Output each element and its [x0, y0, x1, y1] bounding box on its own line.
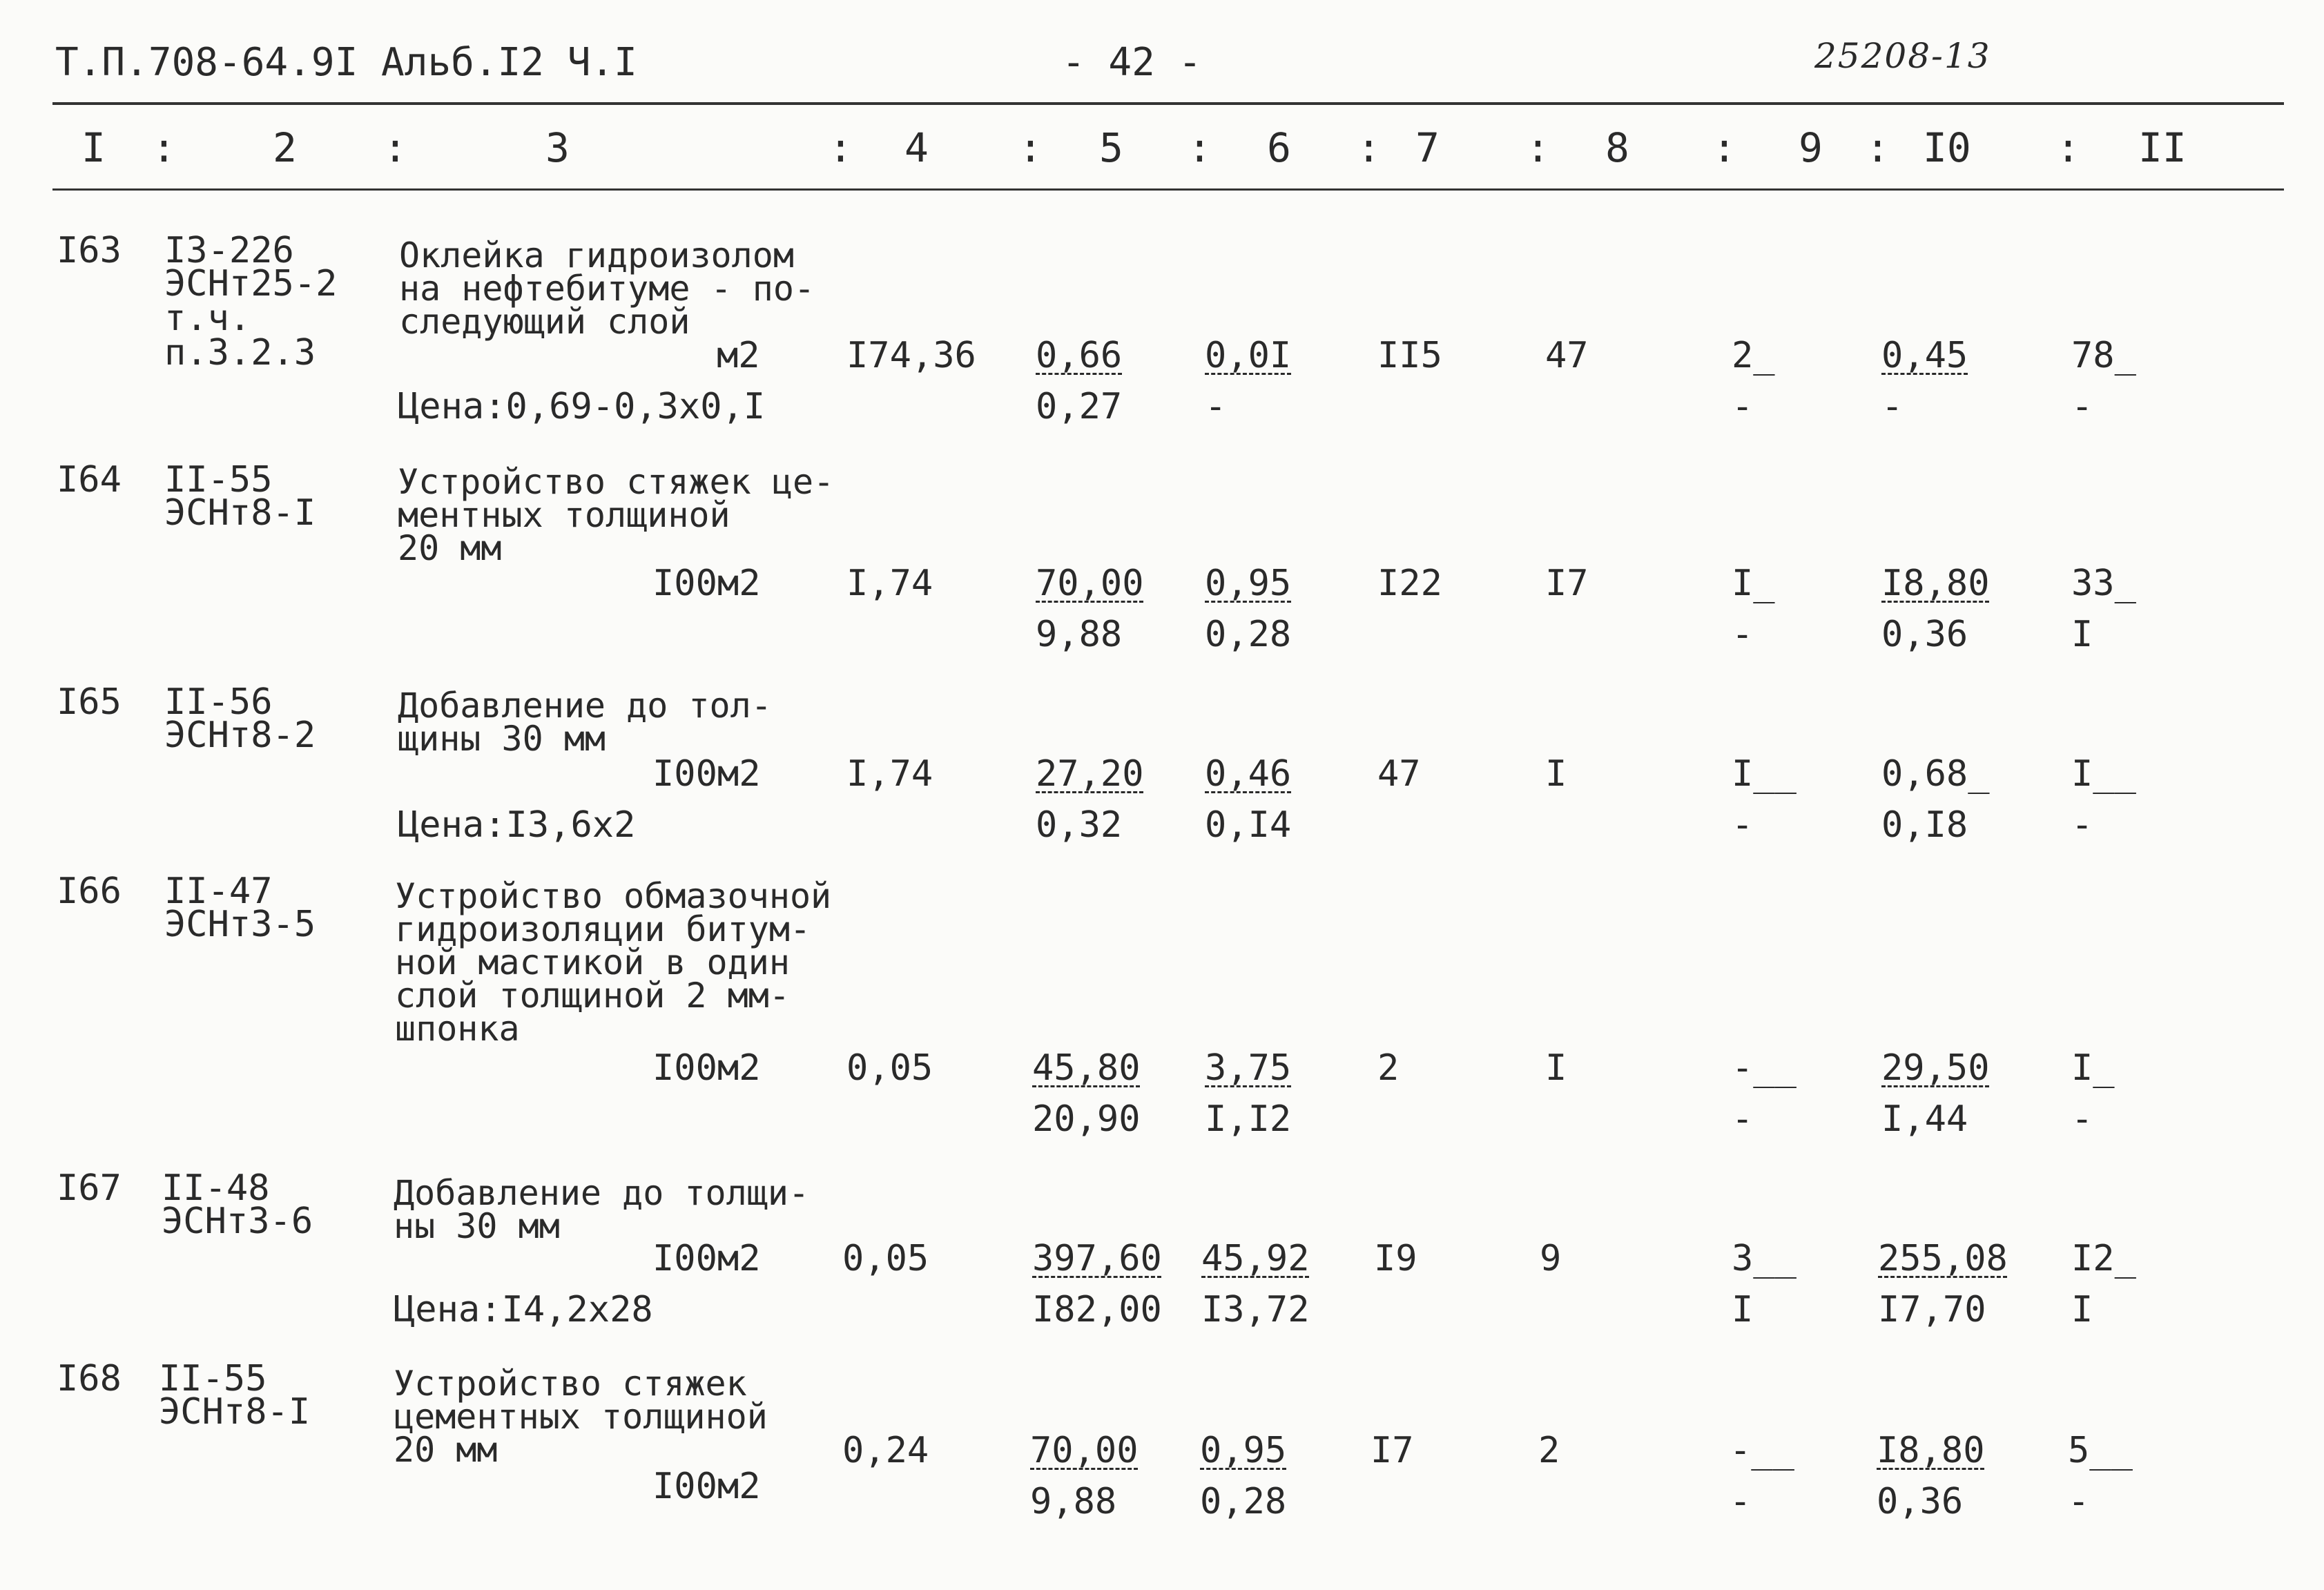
norm-code: II-47	[164, 871, 273, 912]
col9-bottom: -	[1732, 614, 1754, 655]
col5-bottom: 0,27	[1036, 386, 1123, 427]
row-number: I65	[57, 681, 122, 723]
unit: I00м2	[652, 1238, 761, 1279]
norm-code: II-55	[159, 1358, 267, 1399]
col5-top: 0,66	[1036, 335, 1123, 376]
col10-bottom: 0,I8	[1881, 804, 1968, 846]
col-separator: :	[829, 124, 853, 171]
work-description: Устройство обмазочной	[395, 876, 832, 916]
header-top-rule	[52, 102, 2284, 105]
col6-bottom: 0,28	[1205, 614, 1292, 655]
col5-bottom: I82,00	[1032, 1289, 1162, 1330]
col8: I	[1545, 753, 1567, 795]
col9-bottom: -	[1730, 1481, 1752, 1522]
col-header-2: 2	[273, 124, 297, 171]
col5-top: 70,00	[1036, 563, 1144, 604]
col6-top: 0,95	[1205, 563, 1292, 604]
col6-bottom: 0,I4	[1205, 804, 1292, 846]
col10-top: I8,80	[1877, 1430, 1985, 1471]
col6-top: 0,46	[1205, 753, 1292, 795]
col-header-7: 7	[1415, 124, 1440, 171]
col-header-9: 9	[1799, 124, 1823, 171]
page-number: - 42 -	[1062, 40, 1202, 85]
col10-top: 29,50	[1881, 1047, 1990, 1089]
col5-bottom: 20,90	[1032, 1098, 1141, 1140]
col10-top: I8,80	[1881, 563, 1990, 604]
col8: I	[1545, 1047, 1567, 1089]
work-description: Устройство стяжек	[394, 1364, 747, 1404]
col6-top: 45,92	[1201, 1238, 1310, 1279]
quantity: 0,05	[842, 1238, 929, 1279]
header-bottom-rule	[52, 188, 2284, 191]
unit: м2	[717, 335, 760, 376]
col5-bottom: 0,32	[1036, 804, 1123, 846]
col10-top: 0,68_	[1881, 753, 1990, 795]
col9-top: 2_	[1732, 335, 1775, 376]
quantity: I,74	[846, 753, 933, 795]
col11-top: 78_	[2071, 335, 2136, 376]
archive-code: 25208-13	[1814, 36, 1991, 76]
quantity: I,74	[846, 563, 933, 604]
norm-code: ЭСНт3-5	[164, 904, 316, 945]
col6-top: 3,75	[1205, 1047, 1292, 1089]
norm-code: II-56	[164, 681, 273, 723]
work-description: на нефтебитуме - по-	[399, 269, 815, 309]
col6-bottom: I3,72	[1201, 1289, 1310, 1330]
work-description: следующий слой	[399, 302, 690, 342]
col-header-6: 6	[1267, 124, 1291, 171]
norm-code: II-48	[162, 1167, 270, 1209]
work-description: шпонка	[395, 1009, 520, 1049]
unit: I00м2	[652, 563, 761, 604]
col8: 9	[1540, 1238, 1562, 1279]
col10-top: 0,45	[1881, 335, 1968, 376]
col-separator: :	[383, 124, 407, 171]
work-description: гидроизоляции битум-	[395, 909, 811, 949]
col9-bottom: -	[1732, 1098, 1754, 1140]
work-description: 20 мм	[394, 1430, 498, 1470]
work-description: 20 мм	[398, 528, 502, 568]
col9-bottom: I	[1732, 1289, 1754, 1330]
col-separator: :	[1018, 124, 1043, 171]
row-number: I68	[57, 1358, 122, 1399]
work-description: ной мастикой в один	[395, 942, 790, 982]
norm-code: II-55	[164, 459, 273, 501]
quantity: 0,05	[846, 1047, 933, 1089]
norm-code: ЭСНт8-I	[159, 1391, 311, 1433]
norm-code: ЭСНт25-2	[164, 263, 338, 304]
work-description: ментных толщиной	[398, 495, 730, 535]
col6-top: 0,95	[1200, 1430, 1287, 1471]
work-description: Добавление до тол-	[398, 686, 772, 726]
col10-bottom: 0,36	[1877, 1481, 1964, 1522]
col-header-11: II	[2138, 124, 2187, 171]
quantity: I74,36	[846, 335, 976, 376]
col9-top: 3__	[1732, 1238, 1797, 1279]
unit: I00м2	[652, 1466, 761, 1507]
row-number: I67	[57, 1167, 122, 1209]
unit: I00м2	[652, 753, 761, 795]
norm-code: ЭСНт3-6	[162, 1201, 313, 1242]
col11-top: I_	[2071, 1047, 2115, 1089]
col9-bottom: -	[1732, 386, 1754, 427]
col11-top: 33_	[2071, 563, 2136, 604]
work-description: цементных толщиной	[394, 1397, 768, 1437]
col11-bottom: -	[2071, 804, 2093, 846]
work-description: ны 30 мм	[394, 1206, 560, 1246]
norm-code: I3-226	[164, 230, 294, 271]
work-description: щины 30 мм	[398, 719, 606, 759]
col7: 2	[1377, 1047, 1400, 1089]
col9-top: I__	[1732, 753, 1797, 795]
col7: II5	[1377, 335, 1442, 376]
col-separator: :	[1357, 124, 1381, 171]
col11-bottom: -	[2068, 1481, 2090, 1522]
col-header-5: 5	[1099, 124, 1123, 171]
price-note: Цена:0,69-0,3х0,I	[398, 386, 766, 427]
price-note: Цена:I4,2х28	[394, 1289, 653, 1330]
col-separator: :	[152, 124, 176, 171]
work-description: Оклейка гидроизолом	[399, 235, 794, 275]
work-description: слой толщиной 2 мм-	[395, 976, 790, 1016]
col7: I22	[1377, 563, 1442, 604]
col11-bottom: -	[2071, 386, 2093, 427]
col10-top: 255,08	[1878, 1238, 2008, 1279]
work-description: Устройство стяжек це-	[398, 462, 835, 502]
col-separator: :	[1188, 124, 1212, 171]
col-header-10: I0	[1923, 124, 1971, 171]
col9-top: -__	[1732, 1047, 1797, 1089]
col11-bottom: I	[2071, 1289, 2093, 1330]
col-separator: :	[1712, 124, 1736, 171]
col6-bottom: 0,28	[1200, 1481, 1287, 1522]
row-number: I64	[57, 459, 122, 501]
col-header-1: I	[81, 124, 106, 171]
col7: 47	[1377, 753, 1421, 795]
col5-top: 70,00	[1030, 1430, 1139, 1471]
col5-top: 27,20	[1036, 753, 1144, 795]
norm-code: т.ч.	[164, 298, 251, 339]
col10-bottom: I,44	[1881, 1098, 1968, 1140]
col-separator: :	[2056, 124, 2080, 171]
col-header-8: 8	[1605, 124, 1629, 171]
col8: 2	[1538, 1430, 1560, 1471]
col11-bottom: I	[2071, 614, 2093, 655]
col-separator: :	[1526, 124, 1550, 171]
col6-bottom: I,I2	[1205, 1098, 1292, 1140]
norm-code: ЭСНт8-2	[164, 715, 316, 756]
col7: I7	[1371, 1430, 1414, 1471]
work-description: Добавление до толщи-	[394, 1173, 810, 1213]
quantity: 0,24	[842, 1430, 929, 1471]
col11-bottom: -	[2071, 1098, 2093, 1140]
col10-bottom: 0,36	[1881, 614, 1968, 655]
col6-top: 0,0I	[1205, 335, 1292, 376]
col9-top: I_	[1732, 563, 1775, 604]
unit: I00м2	[652, 1047, 761, 1089]
col11-top: 5__	[2068, 1430, 2133, 1471]
row-number: I63	[57, 230, 122, 271]
price-note: Цена:I3,6х2	[398, 804, 636, 846]
norm-code: ЭСНт8-I	[164, 492, 316, 534]
col11-top: I2_	[2071, 1238, 2136, 1279]
col5-top: 45,80	[1032, 1047, 1141, 1089]
col6-bottom: -	[1205, 386, 1227, 427]
document-reference: Т.П.708-64.9I Альб.I2 Ч.I	[55, 40, 637, 85]
col-header-4: 4	[904, 124, 929, 171]
row-number: I66	[57, 871, 122, 912]
col-header-3: 3	[545, 124, 570, 171]
col10-bottom: -	[1881, 386, 1904, 427]
col9-bottom: -	[1732, 804, 1754, 846]
col11-top: I__	[2071, 753, 2136, 795]
col-separator: :	[1866, 124, 1890, 171]
col8: 47	[1545, 335, 1589, 376]
col5-bottom: 9,88	[1036, 614, 1123, 655]
col10-bottom: I7,70	[1878, 1289, 1986, 1330]
col7: I9	[1374, 1238, 1417, 1279]
norm-code: п.3.2.3	[164, 332, 316, 374]
col8: I7	[1545, 563, 1589, 604]
col5-bottom: 9,88	[1030, 1481, 1117, 1522]
col5-top: 397,60	[1032, 1238, 1162, 1279]
col9-top: -__	[1730, 1430, 1794, 1471]
